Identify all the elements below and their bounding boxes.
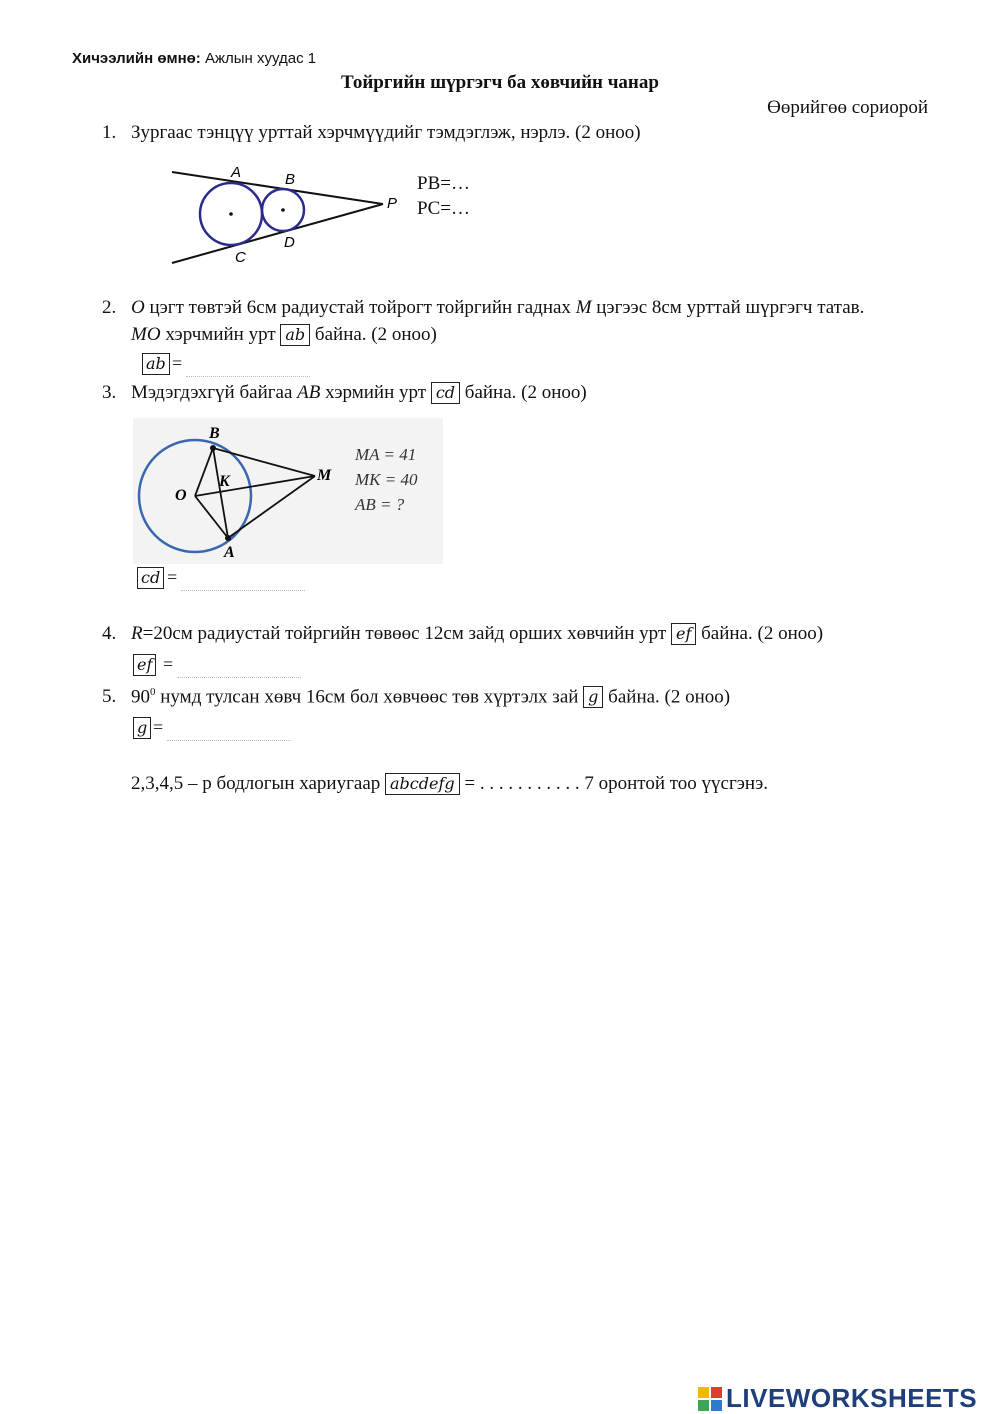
answer-ab-input[interactable] xyxy=(186,352,310,377)
liveworksheets-logo xyxy=(698,1383,977,1414)
answer-ef-label: ef xyxy=(133,654,156,676)
q1-tangent-line-bottom xyxy=(172,204,383,263)
q3-given-ma: MA = 41 xyxy=(355,445,417,464)
q3-segment-ab: AB xyxy=(297,382,321,403)
header xyxy=(72,50,316,67)
answer-ef-equals: = xyxy=(163,654,174,674)
q4-text-1: =20см радиустай тойргийн төвөөс 12см зайд орших хөвчийн урт xyxy=(142,623,671,644)
q3-label-b: B xyxy=(209,425,220,442)
answer-ef-input[interactable] xyxy=(177,653,301,678)
q1-answer-pc[interactable]: PC=… xyxy=(417,198,470,219)
q2-text-1: цэгт төвтэй 6см радиустай тойрогт тойргийн гаднах xyxy=(144,297,576,318)
q2-text-4: байна. (2 оноо) xyxy=(310,324,437,345)
answer-cd-equals: = xyxy=(167,567,178,587)
q3-label-k: K xyxy=(219,473,230,490)
q1-tangent-figure xyxy=(165,160,425,270)
q5-text-2: байна. (2 оноо) xyxy=(603,686,731,708)
q3-circle-figure xyxy=(133,418,443,564)
q4-radius-r: R xyxy=(131,623,143,644)
q2-text-2: цэгээс 8см урттай шүргэгч татав. xyxy=(591,297,865,318)
question-3-number: 3. xyxy=(102,382,117,403)
question-4-number: 4. xyxy=(102,623,117,644)
answer-ab-label: ab xyxy=(142,353,170,375)
q3-text-1: Мэдэгдэхгүй байгаа xyxy=(131,382,298,403)
q1-answer-pb[interactable]: PB=… xyxy=(417,173,470,194)
q2-text-3: хэрчмийн урт xyxy=(160,324,281,345)
q3-point-a xyxy=(225,535,231,541)
question-4-text xyxy=(131,623,823,645)
q2-point-m: M xyxy=(575,297,592,318)
question-3-text xyxy=(131,382,587,404)
q3-point-b xyxy=(210,445,216,451)
question-2-line2 xyxy=(131,324,437,346)
q1-label-c: C xyxy=(235,249,246,266)
page-title: Тойргийн шүргэгч ба хөвчийн чанар xyxy=(341,72,659,93)
answer-g-label: g xyxy=(133,717,151,739)
question-1-text: Зургаас тэнцүү урттай хэрчмүүдийг тэмдэглэж, нэрлэ. (2 оноо) xyxy=(131,122,641,143)
q1-label-d: D xyxy=(284,234,295,251)
q3-label-a: A xyxy=(224,544,235,561)
final-answer-box: abcdefg xyxy=(385,773,460,795)
page-subtitle: Өөрийгөө сориорой xyxy=(767,97,928,118)
q5-degree-sup: 0 xyxy=(150,686,156,698)
q3-label-o: O xyxy=(175,487,187,504)
q4-answer-box: ef xyxy=(671,623,696,645)
logo-mark-icon xyxy=(698,1387,722,1411)
q3-answer-box: cd xyxy=(431,382,460,404)
q5-answer-box: g xyxy=(583,686,603,708)
final-text-1: 2,3,4,5 – р бодлогын хариугаар xyxy=(131,773,386,794)
q3-text-3: байна. (2 оноо) xyxy=(460,382,587,403)
q4-text-2: байна. (2 оноо) xyxy=(696,623,824,644)
q2-point-o: O xyxy=(131,297,145,318)
question-2-number: 2. xyxy=(102,297,117,318)
answer-cd-input[interactable] xyxy=(181,566,305,591)
final-instruction xyxy=(131,773,768,795)
q1-label-b: B xyxy=(285,171,296,188)
question-5-number: 5. xyxy=(102,686,117,707)
q5-degree: 90 xyxy=(131,686,150,708)
q1-label-p: P xyxy=(387,195,398,212)
answer-g-equals: = xyxy=(153,717,164,737)
answer-ab-equals: = xyxy=(172,353,183,373)
q3-given-ab: AB = ? xyxy=(355,495,405,514)
q1-label-a: A xyxy=(231,164,242,181)
q3-label-m: M xyxy=(317,467,332,484)
question-1-number: 1. xyxy=(102,122,117,143)
logo-text: LIVEWORKSHEETS xyxy=(726,1383,978,1413)
final-text-2: = . . . . . . . . . . . 7 оронтой тоо үүсгэнэ. xyxy=(459,773,769,794)
q1-small-center xyxy=(281,208,285,212)
q2-answer-box: ab xyxy=(280,324,310,346)
question-5-text xyxy=(131,686,730,708)
q1-large-center xyxy=(229,212,233,216)
q5-text-1: нумд тулсан хөвч 16см бол хөвчөөс төв хүртэлх зай xyxy=(155,686,584,708)
question-2-line1 xyxy=(131,297,864,319)
header-label: Хичээлийн өмнө: xyxy=(72,50,201,67)
answer-cd-label: cd xyxy=(137,567,164,589)
q3-text-2: хэрмийн урт xyxy=(320,382,431,403)
answer-g-input[interactable] xyxy=(167,716,291,741)
q2-segment-mo: MO xyxy=(131,324,161,345)
q3-given-mk: MK = 40 xyxy=(355,470,418,489)
header-text: Ажлын хуудас 1 xyxy=(204,50,317,67)
